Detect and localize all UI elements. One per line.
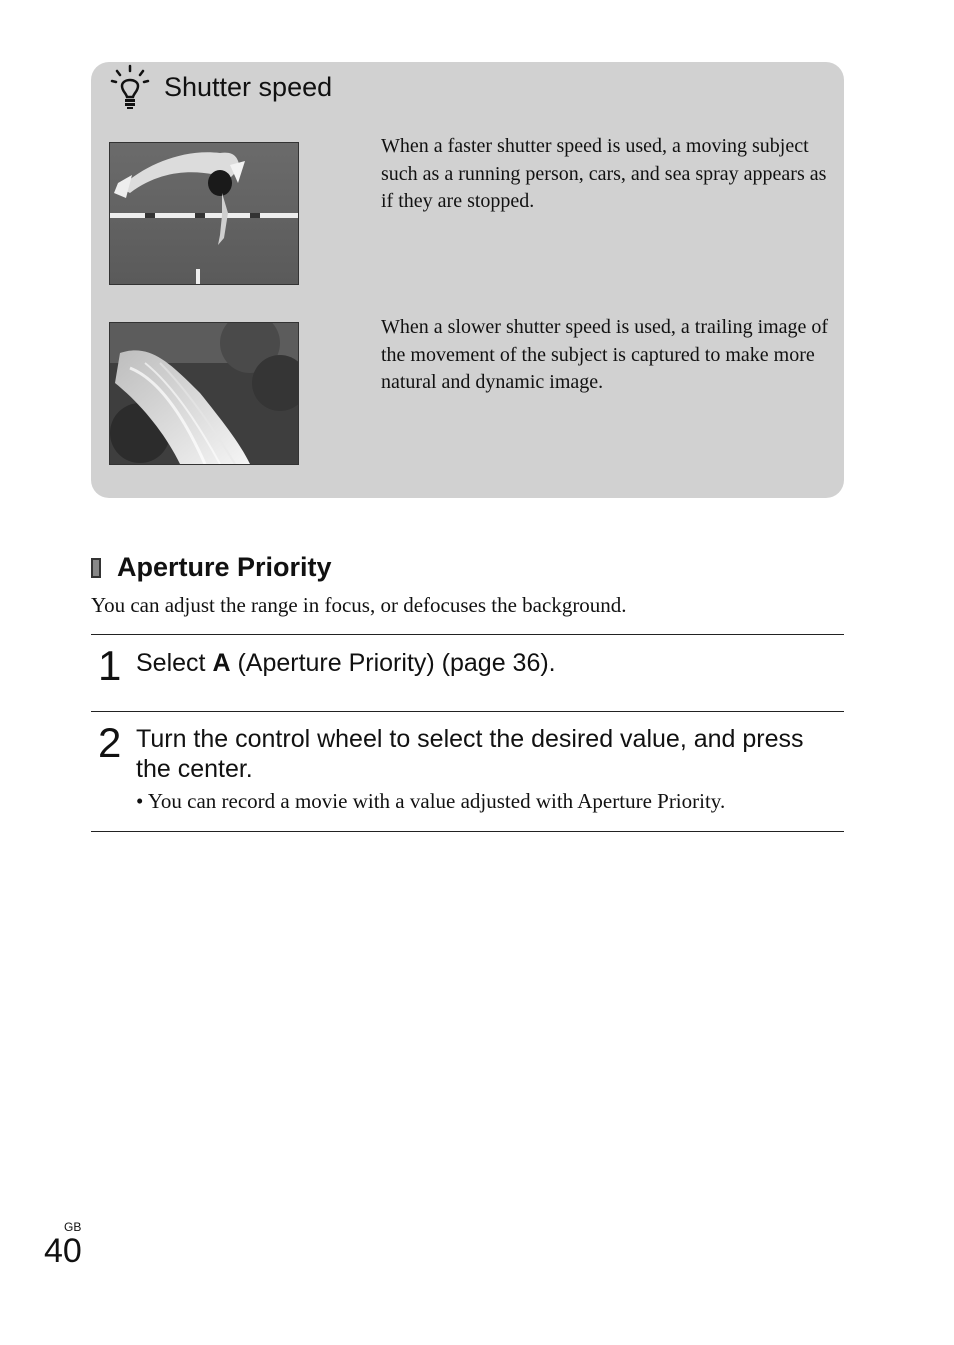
section-intro: You can adjust the range in focus, or defocuses the background. (91, 593, 627, 617)
step-1-text-start: Select (136, 649, 213, 677)
tip-title: Shutter speed (164, 72, 333, 102)
high-jump-photo (109, 142, 299, 285)
step-1-text-end: (Aperture Priority) (page 36). (230, 649, 556, 677)
page-language: GB (64, 1220, 82, 1234)
step-2-number: 2 (98, 719, 122, 766)
waterfall-photo (109, 322, 299, 465)
step-2-text: Turn the control wheel to select the desired value, and press the center. (136, 725, 804, 783)
step-1-number: 1 (98, 642, 122, 689)
section-marker-icon (91, 558, 101, 578)
page-number: 40 (44, 1232, 82, 1270)
step-1-mode-letter: A (212, 649, 231, 677)
step-2-note: • You can record a movie with a value adjusted with Aperture Priority. (136, 789, 726, 813)
lightbulb-hint-icon (110, 64, 150, 110)
section-heading (91, 552, 332, 583)
fast-shutter-description: When a faster shutter speed is used, a moving subject such as a running person, cars, and sea spray appears as if they are stopped. (381, 135, 827, 212)
slow-shutter-description: When a slower shutter speed is used, a trailing image of the movement of the subject is captured to make more natural and dynamic image. (381, 316, 829, 393)
divider (91, 711, 844, 712)
divider (91, 634, 844, 635)
section-title: Aperture Priority (117, 552, 332, 582)
step-1-text (136, 648, 836, 678)
divider (91, 831, 844, 832)
